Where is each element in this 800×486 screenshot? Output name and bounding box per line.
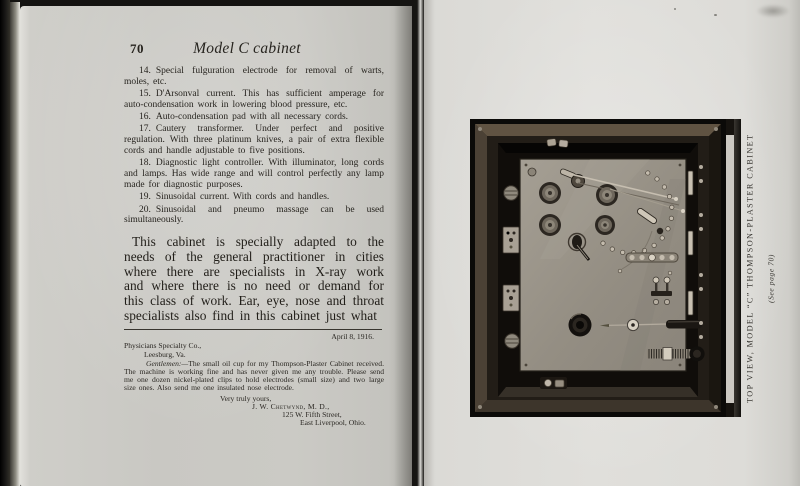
catalog-item bbox=[124, 124, 384, 156]
item-text: Special fulguration electrode for removal of warts, moles, etc. bbox=[124, 66, 384, 87]
photo-dark-edge bbox=[734, 119, 741, 417]
letter-valediction: Very truly yours, bbox=[220, 393, 272, 403]
black-knob bbox=[569, 314, 592, 337]
panel-knob bbox=[539, 214, 561, 236]
paper-smudge bbox=[756, 4, 790, 18]
page-number: 70 bbox=[130, 41, 144, 56]
letter-recipient-address: Leesburg, Va. bbox=[144, 349, 186, 359]
page-edge-highlight bbox=[10, 2, 20, 486]
photo-caption: TOP VIEW, MODEL “C” THOMPSON-PLASTER CABINET bbox=[745, 133, 755, 403]
left-page-text-column bbox=[124, 40, 384, 427]
page-header bbox=[124, 40, 384, 58]
item-number: 20. bbox=[139, 204, 151, 215]
panel-knob bbox=[595, 215, 615, 235]
catalog-item bbox=[124, 158, 384, 190]
photo-caption-note: (See page 70) bbox=[766, 253, 776, 303]
catalog-item bbox=[124, 205, 384, 227]
running-title: Model C cabinet bbox=[193, 40, 301, 57]
right-page bbox=[424, 0, 800, 486]
catalog-item-list bbox=[124, 66, 384, 226]
item-text: D'Arsonval current. This has sufficient amperage for auto-condensation work in lowering blood pressure, etc. bbox=[124, 89, 384, 110]
paper-speck bbox=[714, 14, 717, 16]
letter-salutation: Gentlemen:— bbox=[146, 358, 189, 368]
letter-body bbox=[124, 360, 384, 392]
letter-body-text: The small oil cup for my Thompson-Plaster Cabinet received. The machine is working fine and has never given me any trouble. Please send me one dozen nickel-plated clips to hold electrodes (small size) and two large size ones. Also send me one insulated nose electrode. bbox=[124, 358, 384, 392]
paper-speck bbox=[674, 8, 676, 10]
lead-paragraph: This cabinet is specially adapted to the needs of the general practitioner in cities where there are specialists in X-ray work and where there is no need or demand for this class of work. Ear, eye, nose and throat specialists also find in this cabinet just what bbox=[124, 234, 384, 323]
book-cover-edge bbox=[0, 0, 10, 486]
item-number: 17. bbox=[139, 124, 151, 135]
control-panel bbox=[520, 159, 705, 371]
item-text: Sinusoidal current. With cords and handles. bbox=[155, 192, 330, 203]
letter-signature-address-1: 125 W. Fifth Street, bbox=[282, 409, 342, 419]
item-text: Diagnostic light controller. With illuminator, long cords and lamps. Has wide range and will control perfectly any lamp made for diagnostic purposes. bbox=[124, 158, 384, 190]
item-number: 16. bbox=[139, 112, 151, 123]
item-number: 18. bbox=[139, 158, 151, 169]
letter-recipient: Physicians Specialty Co., bbox=[124, 341, 202, 351]
left-page bbox=[20, 6, 412, 486]
panel-knob bbox=[539, 182, 561, 204]
item-number: 14. bbox=[139, 66, 151, 76]
item-number: 19. bbox=[139, 192, 151, 203]
item-text: Auto-condensation pad with all necessary cords. bbox=[155, 112, 349, 123]
catalog-item bbox=[124, 192, 384, 203]
stud-bar bbox=[626, 253, 678, 262]
testimonial-letter bbox=[124, 333, 384, 427]
item-text: Cautery transformer. Under perfect and positive regulation. With three platinum knives, a pair of extra flexible cords and handle adjustable to five positions. bbox=[124, 124, 384, 157]
letter-date: April 8, 1916. bbox=[331, 332, 374, 342]
item-number: 15. bbox=[139, 89, 151, 100]
letter-signature: J. W. Chetwynd, M. D., bbox=[252, 401, 330, 411]
item-text: Sinusoidal and pneumo massage can be used simultaneously. bbox=[124, 204, 384, 226]
letter-signature-address-2: East Liverpool, Ohio. bbox=[300, 417, 366, 427]
cabinet-photograph bbox=[470, 119, 741, 417]
catalog-item bbox=[124, 112, 384, 123]
catalog-item bbox=[124, 66, 384, 88]
catalog-item bbox=[124, 89, 384, 111]
section-divider bbox=[124, 329, 382, 330]
